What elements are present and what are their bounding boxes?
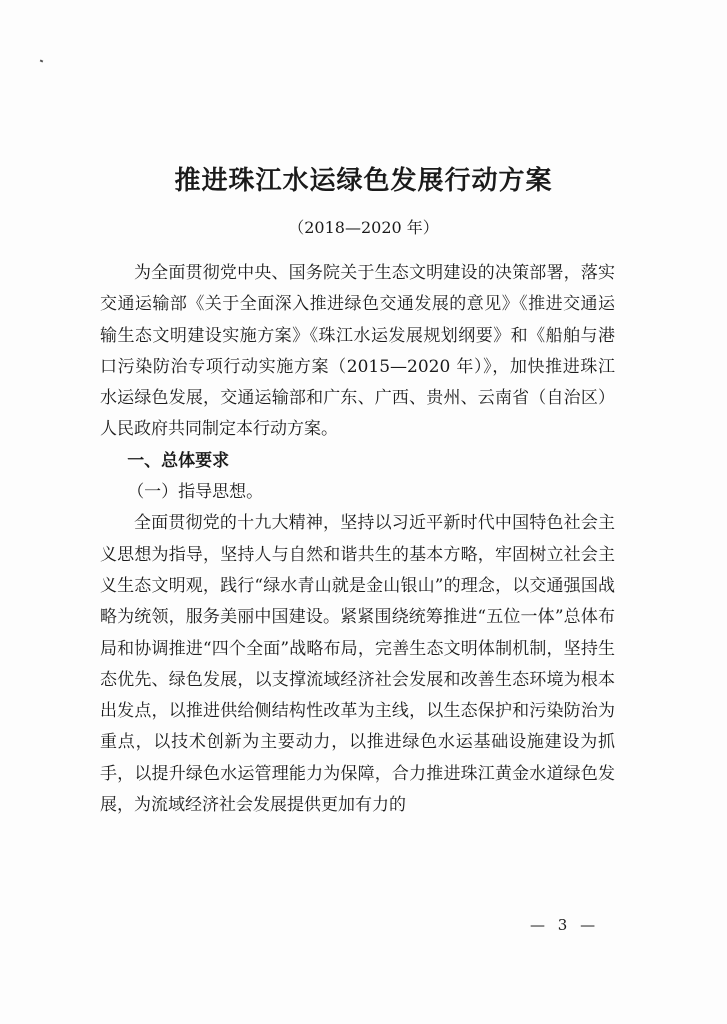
section-heading: 一、总体要求 xyxy=(127,450,230,471)
section-paragraph: 全面贯彻党的十九大精神，坚持以习近平新时代中国特色社会主义思想为指导，坚持人与自然和谐共生的基本方略，牢固树立社会主义生态文明观，践行“绿水青山就是金山银山”的理念，以交通强国战略为统领，服务美丽中国建设。紧紧围绕统筹推进“五位一体”总体布局和协调推进“四个全面”战略布局，完善生态文明体制机制，坚持生态优先、绿色发展，以支撑流域经济社会发展和改善生态环境为根本出发点，以推进供给侧结构性改革为主线，以生态保护和污染防治为重点，以技术创新为主要动力，以推进绿色水运基础设施建设为抓手，以提升绿色水运管理能力为保障，合力推进珠江黄金水道绿色发展，为流域经济社会发展提供更加有力的 xyxy=(100,513,615,816)
document-subtitle: （2018—2020 年） xyxy=(288,218,439,237)
intro-paragraph: 为全面贯彻党中央、国务院关于生态文明建设的决策部署，落实交通运输部《关于全面深入推进绿色交通发展的意见》《推进交通运输生态文明建设实施方案》《珠江水运发展规划纲要》和《船舶与港口污染防治专项行动实施方案（2015—2020 年）》，加快推进珠江水运绿色发展，交通运输部和广东、广西、贵州、云南省（自治区）人民政府共同制定本行动方案。 xyxy=(100,263,615,440)
subsection-heading: （一）指导思想。 xyxy=(127,482,264,503)
page-number: — 3 — xyxy=(530,916,600,934)
document-title: 推进珠江水运绿色发展行动方案 xyxy=(174,166,553,196)
document-body xyxy=(100,258,615,821)
scan-speck xyxy=(40,59,44,62)
